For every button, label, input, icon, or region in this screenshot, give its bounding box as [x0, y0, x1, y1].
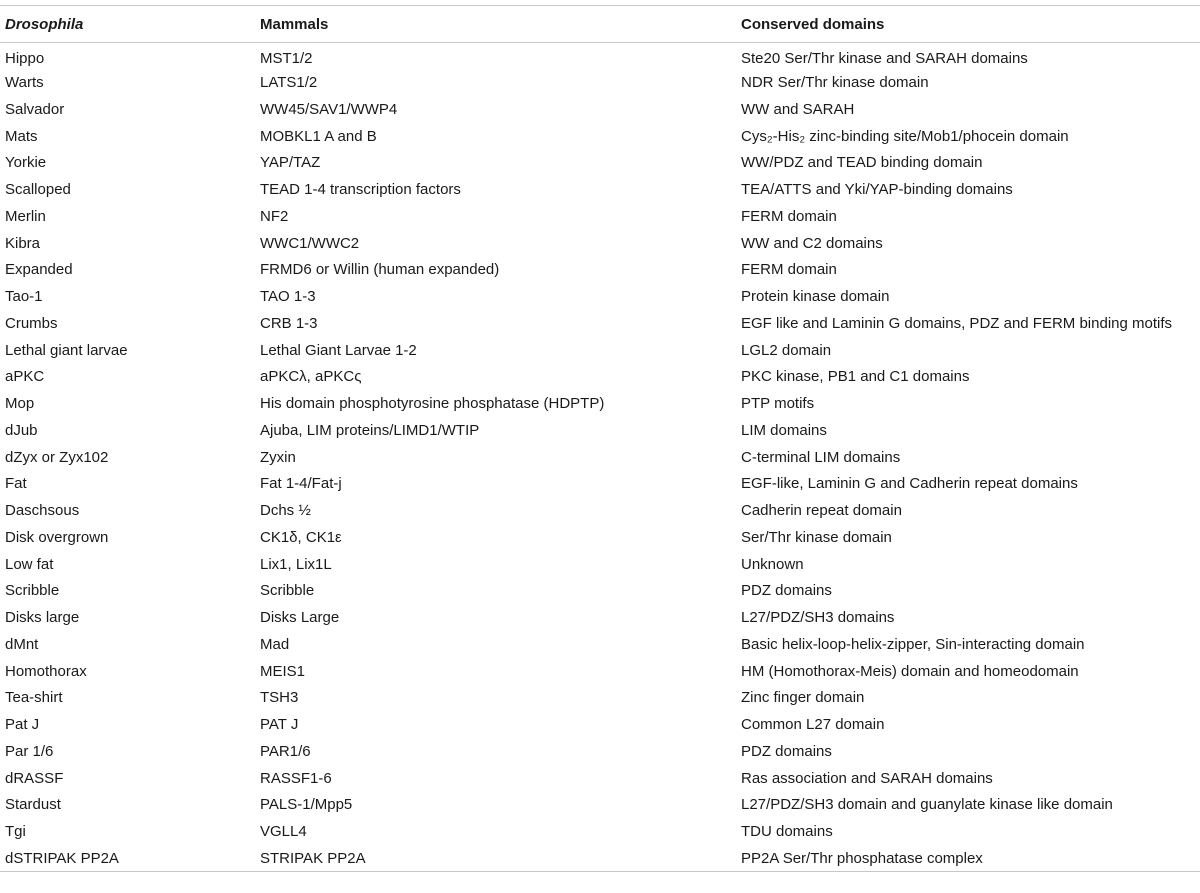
conserved-domains-cell: Basic helix-loop-helix-zipper, Sin-interacting domain	[741, 635, 1085, 653]
table-row	[0, 123, 1200, 150]
conserved-domains-cell: PTP motifs	[741, 395, 815, 413]
mammals-cell: VGLL4	[260, 823, 307, 841]
mammals-cell: aPKCλ, aPKCς	[260, 368, 362, 386]
mammals-cell: Mad	[260, 635, 290, 653]
conserved-domains-cell: EGF like and Laminin G domains, PDZ and FERM binding motifs	[741, 314, 1173, 332]
mammals-cell: YAP/TAZ	[260, 154, 321, 172]
drosophila-cell: Mop	[5, 395, 35, 413]
drosophila-cell: Stardust	[5, 796, 61, 814]
conserved-domains-cell: PKC kinase, PB1 and C1 domains	[741, 368, 970, 386]
drosophila-cell: Salvador	[5, 100, 65, 118]
conserved-domains-cell: Ser/Thr kinase domain	[741, 528, 892, 546]
table-row	[0, 337, 1200, 364]
mammals-cell: Ajuba, LIM proteins/LIMD1/WTIP	[260, 421, 480, 439]
drosophila-cell: aPKC	[5, 368, 45, 386]
table-row	[0, 658, 1200, 685]
drosophila-cell: Daschsous	[5, 502, 80, 520]
table-row	[0, 604, 1200, 631]
mammals-cell: Lix1, Lix1L	[260, 555, 332, 573]
table-row	[0, 310, 1200, 337]
mammals-cell: Fat 1-4/Fat-j	[260, 475, 342, 493]
table-row	[0, 738, 1200, 765]
table-row	[0, 390, 1200, 417]
drosophila-cell: Tgi	[5, 823, 26, 841]
mammals-cell: MST1/2	[260, 49, 313, 67]
table-row	[0, 364, 1200, 391]
table-row	[0, 818, 1200, 845]
conserved-domains-cell: Cadherin repeat domain	[741, 502, 902, 520]
drosophila-cell: Tao-1	[5, 288, 43, 306]
mammals-cell: PAT J	[260, 716, 299, 734]
conserved-domains-cell: Zinc finger domain	[741, 689, 865, 707]
mammals-cell: WW45/SAV1/WWP4	[260, 100, 398, 118]
table-body	[0, 43, 1200, 872]
mammals-cell: CK1δ, CK1ε	[260, 528, 342, 546]
mammals-cell: His domain phosphotyrosine phosphatase (HDPTP)	[260, 395, 605, 413]
conserved-domains-cell: WW and C2 domains	[741, 234, 883, 252]
drosophila-cell: Par 1/6	[5, 742, 54, 760]
mammals-cell: PAR1/6	[260, 742, 311, 760]
table-row	[0, 150, 1200, 177]
conserved-domains-cell: FERM domain	[741, 207, 837, 225]
drosophila-cell: Fat	[5, 475, 27, 493]
conserved-domains-cell: TDU domains	[741, 823, 833, 841]
table-row	[0, 43, 1200, 70]
drosophila-cell: Yorkie	[5, 154, 47, 172]
conserved-domains-cell: PDZ domains	[741, 582, 832, 600]
conserved-domains-cell: PDZ domains	[741, 742, 832, 760]
conserved-domains-cell: Ras association and SARAH domains	[741, 769, 993, 787]
drosophila-cell: Hippo	[5, 49, 45, 67]
mammals-cell: Zyxin	[260, 448, 296, 466]
mammals-cell: TSH3	[260, 689, 299, 707]
drosophila-cell: Disk overgrown	[5, 528, 109, 546]
conserved-domains-cell: L27/PDZ/SH3 domains	[741, 609, 895, 627]
table-row	[0, 845, 1200, 872]
conserved-domains-cell: TEA/ATTS and Yki/YAP-binding domains	[741, 181, 1013, 199]
mammals-cell: MOBKL1 A and B	[260, 127, 377, 145]
table-row	[0, 792, 1200, 819]
drosophila-cell: dJub	[5, 421, 38, 439]
table-row	[0, 176, 1200, 203]
table-row	[0, 203, 1200, 230]
drosophila-cell: Lethal giant larvae	[5, 341, 128, 359]
drosophila-cell: Merlin	[5, 207, 46, 225]
table-row	[0, 497, 1200, 524]
drosophila-cell: dMnt	[5, 635, 39, 653]
table-row	[0, 417, 1200, 444]
conserved-domains-cell: NDR Ser/Thr kinase domain	[741, 74, 929, 92]
table-row	[0, 96, 1200, 123]
conserved-domains-cell: WW/PDZ and TEAD binding domain	[741, 154, 983, 172]
mammals-cell: WWC1/WWC2	[260, 234, 360, 252]
table-row	[0, 685, 1200, 712]
drosophila-cell: dRASSF	[5, 769, 64, 787]
table-row	[0, 765, 1200, 792]
table-row	[0, 711, 1200, 738]
drosophila-cell: Expanded	[5, 261, 73, 279]
mammals-cell: PALS-1/Mpp5	[260, 796, 353, 814]
conserved-domains-cell: LGL2 domain	[741, 341, 832, 359]
conserved-domains-cell: Common L27 domain	[741, 716, 885, 734]
drosophila-cell: Mats	[5, 127, 38, 145]
conserved-domains-cell: LIM domains	[741, 421, 827, 439]
mammals-cell: NF2	[260, 207, 289, 225]
drosophila-cell: Disks large	[5, 609, 80, 627]
mammals-cell: Scribble	[260, 582, 315, 600]
table-row	[0, 230, 1200, 257]
mammals-cell: MEIS1	[260, 662, 306, 680]
conserved-domains-table	[0, 5, 1200, 872]
conserved-domains-cell: PP2A Ser/Thr phosphatase complex	[736, 845, 1200, 872]
drosophila-cell: Tea-shirt	[5, 689, 63, 707]
drosophila-cell: dZyx or Zyx102	[5, 448, 109, 466]
drosophila-cell: Low fat	[5, 555, 54, 573]
drosophila-cell: dSTRIPAK PP2A	[0, 845, 255, 872]
mammals-cell: LATS1/2	[260, 74, 318, 92]
conserved-domains-cell: Cys₂-His₂ zinc-binding site/Mob1/phocein domain	[741, 127, 1069, 145]
conserved-domains-cell: Ste20 Ser/Thr kinase and SARAH domains	[741, 49, 1028, 67]
drosophila-cell: Kibra	[5, 234, 41, 252]
conserved-domains-cell: EGF-like, Laminin G and Cadherin repeat domains	[741, 475, 1078, 493]
conserved-domains-cell: Unknown	[741, 555, 804, 573]
conserved-domains-cell: WW and SARAH	[741, 100, 855, 118]
mammals-cell: TEAD 1-4 transcription factors	[260, 181, 461, 199]
table-header-row	[0, 6, 1200, 43]
mammals-cell: CRB 1-3	[260, 314, 318, 332]
table-row	[0, 283, 1200, 310]
mammals-cell: FRMD6 or Willin (human expanded)	[260, 261, 500, 279]
drosophila-cell: Scribble	[5, 582, 60, 600]
column-header-mammals: Mammals	[255, 6, 736, 43]
table-row	[0, 471, 1200, 498]
mammals-cell: RASSF1-6	[260, 769, 332, 787]
mammals-cell: TAO 1-3	[260, 288, 316, 306]
drosophila-cell: Scalloped	[5, 181, 71, 199]
table-row	[0, 524, 1200, 551]
mammals-cell: Disks Large	[260, 609, 340, 627]
table-row	[0, 551, 1200, 578]
drosophila-cell: Pat J	[5, 716, 40, 734]
table-row	[0, 444, 1200, 471]
conserved-domains-cell: C-terminal LIM domains	[741, 448, 901, 466]
conserved-domains-cell: Protein kinase domain	[741, 288, 890, 306]
table-row	[0, 257, 1200, 284]
drosophila-cell: Crumbs	[5, 314, 58, 332]
table-row	[0, 631, 1200, 658]
mammals-cell: STRIPAK PP2A	[255, 845, 736, 872]
table-row	[0, 69, 1200, 96]
mammals-cell: Dchs ½	[260, 502, 311, 520]
table-row	[0, 578, 1200, 605]
conserved-domains-cell: HM (Homothorax-Meis) domain and homeodomain	[741, 662, 1079, 680]
drosophila-cell: Warts	[5, 74, 44, 92]
mammals-cell: Lethal Giant Larvae 1-2	[260, 341, 417, 359]
conserved-domains-cell: FERM domain	[741, 261, 837, 279]
column-header-conserved-domains: Conserved domains	[736, 6, 1200, 43]
conserved-domains-cell: L27/PDZ/SH3 domain and guanylate kinase like domain	[741, 796, 1113, 814]
drosophila-cell: Homothorax	[5, 662, 87, 680]
column-header-drosophila: Drosophila	[0, 6, 255, 43]
